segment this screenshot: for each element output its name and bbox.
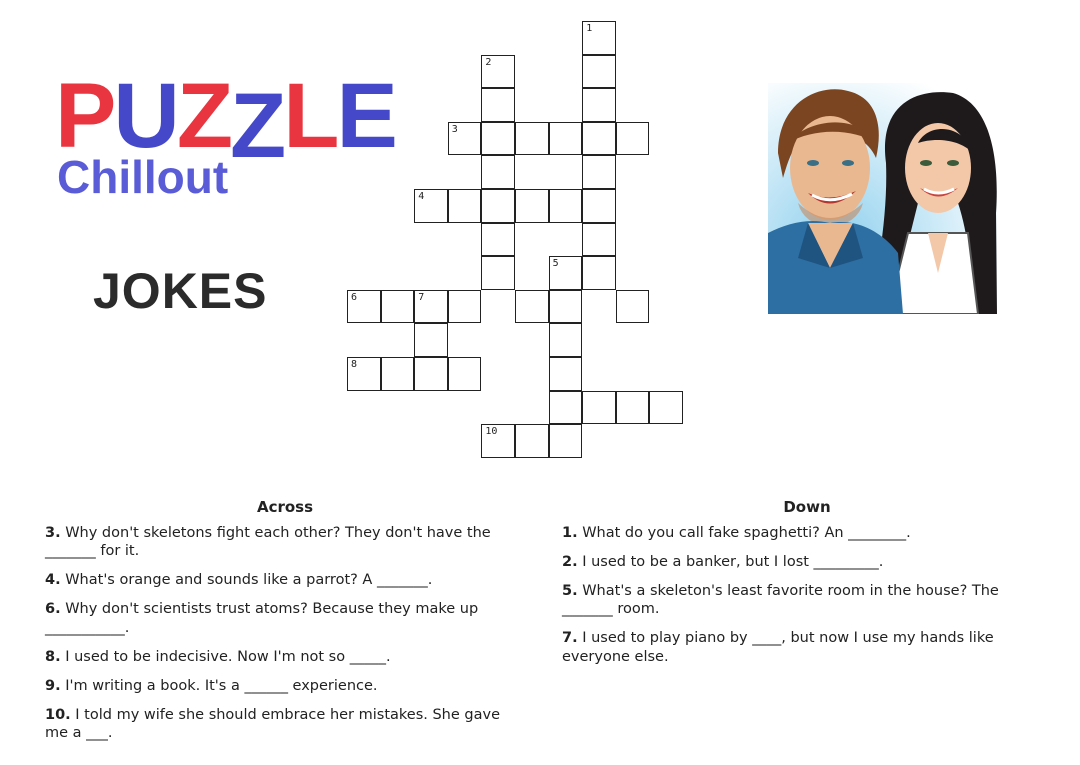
clue-number: 9. — [45, 677, 61, 694]
down-clue — [562, 582, 1052, 619]
crossword-cell[interactable] — [448, 189, 482, 223]
clue-number: 5 — [552, 258, 559, 270]
clue-number: 6. — [45, 601, 61, 617]
crossword-cell[interactable] — [414, 357, 448, 391]
clue-number: 3 — [451, 123, 458, 135]
clue-text: I used to play piano by ____, but now I use my hands like everyone else. — [562, 630, 994, 665]
clue-text: What's orange and sounds like a parrot? A _______. — [60, 572, 433, 588]
couple-illustration — [768, 83, 997, 314]
across-clue — [45, 571, 525, 590]
clue-number: 3. — [45, 524, 61, 541]
crossword-cell-1[interactable] — [582, 21, 616, 55]
crossword-cell[interactable] — [582, 155, 616, 189]
crossword-cell[interactable] — [481, 189, 515, 223]
down-title: Down — [783, 498, 831, 516]
crossword-cell-5[interactable] — [549, 256, 583, 290]
clue-number: 10 — [485, 426, 498, 438]
across-clue — [45, 677, 525, 696]
logo-puzzle-word: PUZZLE — [55, 65, 395, 177]
clue-number: 8 — [351, 359, 358, 370]
clue-number: 1. — [562, 524, 578, 541]
crossword-cell[interactable] — [616, 391, 650, 425]
down-clue — [562, 524, 1052, 543]
crossword-cell[interactable] — [381, 290, 415, 324]
crossword-cell[interactable] — [481, 122, 515, 156]
clue-number: 2. — [562, 553, 578, 570]
across-clue — [45, 648, 525, 667]
crossword-cell[interactable] — [481, 256, 515, 290]
crossword-cell[interactable] — [549, 357, 583, 391]
crossword-cell-8[interactable] — [347, 357, 381, 391]
logo-chillout-word: Chillout — [57, 151, 229, 203]
crossword-cell[interactable] — [515, 424, 549, 458]
crossword-cell[interactable] — [582, 88, 616, 122]
down-clue — [562, 553, 1052, 572]
clue-text: I used to be a banker, but I lost _________. — [577, 553, 884, 570]
crossword-cell[interactable] — [549, 122, 583, 156]
across-clue — [45, 600, 525, 637]
clue-number: 5. — [562, 582, 578, 599]
puzzle-chillout-logo — [55, 65, 435, 210]
crossword-cell[interactable] — [582, 256, 616, 290]
clue-text: What's a skeleton's least favorite room in the house? The _______ room. — [562, 582, 999, 617]
clue-text: Why don't skeletons fight each other? They don't have the _______ for it. — [45, 524, 491, 559]
theme-title: JOKES — [93, 263, 268, 319]
crossword-cell[interactable] — [582, 189, 616, 223]
crossword-cell[interactable] — [381, 357, 415, 391]
clue-number: 7 — [418, 291, 425, 303]
clue-number: 2 — [485, 56, 492, 68]
clue-number: 4 — [418, 191, 425, 202]
crossword-cell[interactable] — [649, 391, 683, 425]
down-clue — [562, 629, 1052, 666]
crossword-cell[interactable] — [481, 155, 515, 189]
clue-number: 4. — [45, 572, 61, 588]
crossword-cell[interactable] — [616, 122, 650, 156]
crossword-cell-6[interactable] — [347, 290, 381, 324]
clue-text: I'm writing a book. It's a ______ experience. — [60, 677, 378, 694]
crossword-cell[interactable] — [549, 391, 583, 425]
crossword-cell[interactable] — [549, 424, 583, 458]
crossword-cell[interactable] — [448, 290, 482, 324]
crossword-cell[interactable] — [549, 323, 583, 357]
crossword-cell-3[interactable] — [448, 122, 482, 156]
crossword-cell[interactable] — [515, 122, 549, 156]
crossword-cell-2[interactable] — [481, 55, 515, 89]
crossword-cell[interactable] — [481, 223, 515, 257]
across-clue — [45, 706, 525, 743]
clue-number: 10. — [45, 706, 71, 723]
crossword-cell-7[interactable] — [414, 290, 448, 324]
crossword-cell[interactable] — [549, 290, 583, 324]
clue-text: What do you call fake spaghetti? An ________. — [577, 524, 911, 541]
clue-text: I used to be indecisive. Now I'm not so _____. — [60, 648, 391, 665]
across-title: Across — [256, 498, 314, 516]
crossword-cell[interactable] — [582, 391, 616, 425]
across-clue — [45, 524, 525, 561]
crossword-cell-10[interactable] — [481, 424, 515, 458]
clue-number: 7. — [562, 630, 578, 646]
crossword-cell[interactable] — [582, 223, 616, 257]
crossword-cell[interactable] — [414, 323, 448, 357]
crossword-cell[interactable] — [515, 189, 549, 223]
across-clues — [45, 498, 525, 753]
clue-text: Why don't scientists trust atoms? Because they make up ___________. — [45, 601, 479, 636]
clue-number: 6 — [351, 291, 358, 303]
crossword-cell[interactable] — [616, 290, 650, 324]
crossword-cell[interactable] — [448, 357, 482, 391]
crossword-cell[interactable] — [582, 55, 616, 89]
down-clues — [562, 498, 1052, 677]
crossword-cell[interactable] — [582, 122, 616, 156]
crossword-cell-4[interactable] — [414, 189, 448, 223]
clue-number: 1 — [586, 23, 593, 34]
clue-text: I told my wife she should embrace her mistakes. She gave me a ___. — [45, 706, 500, 741]
crossword-cell[interactable] — [481, 88, 515, 122]
crossword-cell[interactable] — [549, 189, 583, 223]
crossword-cell[interactable] — [515, 290, 549, 324]
clue-number: 8. — [45, 648, 61, 665]
